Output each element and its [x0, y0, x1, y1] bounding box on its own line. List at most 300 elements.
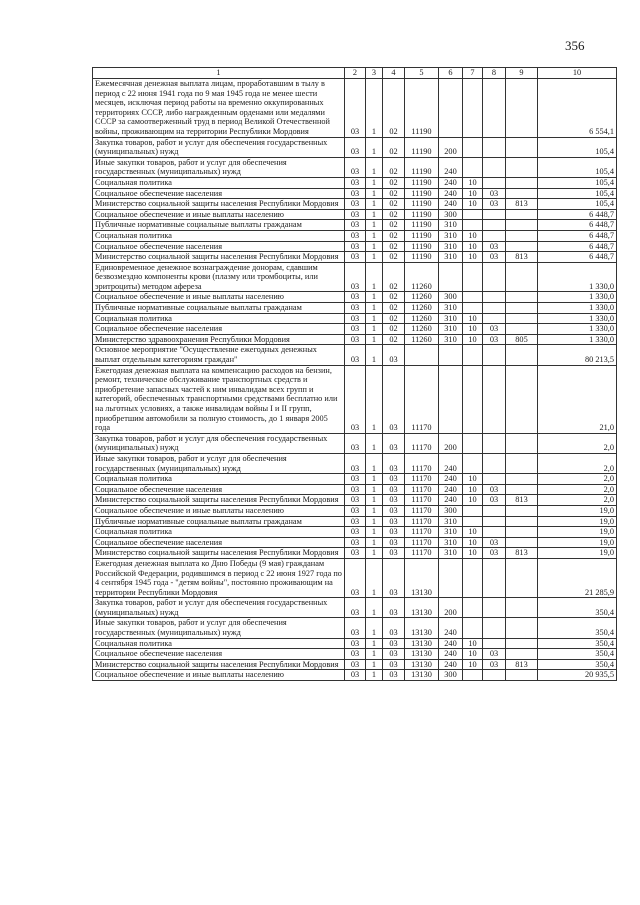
code-cell [439, 262, 463, 292]
code-cell: 03 [345, 157, 366, 177]
table-row [93, 659, 617, 670]
code-cell: 03 [383, 598, 405, 618]
code-cell: 10 [463, 537, 483, 548]
code-cell [483, 453, 506, 473]
table-row [93, 516, 617, 527]
code-cell: 02 [383, 241, 405, 252]
code-cell: 1 [366, 220, 383, 231]
row-name-cell: Министерство здравоохранения Республики Мордовия [93, 334, 345, 345]
code-cell: 03 [345, 177, 366, 188]
code-cell [483, 262, 506, 292]
code-cell: 813 [506, 252, 538, 263]
table-row [93, 527, 617, 538]
code-cell [483, 516, 506, 527]
code-cell: 02 [383, 199, 405, 210]
code-cell [463, 516, 483, 527]
code-cell: 1 [366, 345, 383, 365]
code-cell: 11170 [405, 527, 439, 538]
code-cell [506, 516, 538, 527]
table-row [93, 548, 617, 559]
amount-cell: 105,4 [538, 188, 617, 199]
code-cell: 03 [483, 334, 506, 345]
row-name-cell: Социальное обеспечение населения [93, 649, 345, 660]
code-cell [506, 558, 538, 597]
code-cell: 11260 [405, 303, 439, 314]
code-cell [506, 324, 538, 335]
header-cell: 10 [538, 68, 617, 79]
code-cell: 1 [366, 670, 383, 681]
code-cell [463, 505, 483, 516]
code-cell [506, 474, 538, 485]
amount-cell: 6 448,7 [538, 241, 617, 252]
code-cell: 03 [345, 670, 366, 681]
code-cell: 03 [345, 516, 366, 527]
code-cell [483, 177, 506, 188]
code-cell: 11170 [405, 365, 439, 433]
code-cell: 11170 [405, 516, 439, 527]
code-cell [506, 177, 538, 188]
code-cell: 1 [366, 177, 383, 188]
code-cell: 240 [439, 638, 463, 649]
row-name-cell: Социальное обеспечение населения [93, 188, 345, 199]
code-cell: 13130 [405, 659, 439, 670]
code-cell: 03 [483, 537, 506, 548]
code-cell: 10 [463, 230, 483, 241]
code-cell [483, 292, 506, 303]
code-cell [483, 558, 506, 597]
table-row [93, 474, 617, 485]
amount-cell: 350,4 [538, 638, 617, 649]
code-cell: 11170 [405, 537, 439, 548]
code-cell [506, 527, 538, 538]
code-cell: 11190 [405, 188, 439, 199]
header-row [93, 68, 617, 79]
code-cell: 805 [506, 334, 538, 345]
code-cell: 310 [439, 313, 463, 324]
code-cell [506, 209, 538, 220]
code-cell: 03 [345, 252, 366, 263]
code-cell: 02 [383, 209, 405, 220]
code-cell: 03 [483, 199, 506, 210]
amount-cell: 6 448,7 [538, 209, 617, 220]
amount-cell: 19,0 [538, 527, 617, 538]
amount-cell: 19,0 [538, 548, 617, 559]
table-row [93, 220, 617, 231]
code-cell: 03 [383, 345, 405, 365]
header-cell: 4 [383, 68, 405, 79]
code-cell [506, 537, 538, 548]
table-row [93, 365, 617, 433]
code-cell [483, 433, 506, 453]
code-cell: 1 [366, 638, 383, 649]
row-name-cell: Социальная политика [93, 313, 345, 324]
code-cell: 1 [366, 516, 383, 527]
code-cell [483, 527, 506, 538]
code-cell: 03 [383, 365, 405, 433]
row-name-cell: Министерство социальной защиты населения Республики Мордовия [93, 495, 345, 506]
code-cell: 310 [439, 324, 463, 335]
code-cell: 310 [439, 516, 463, 527]
code-cell: 10 [463, 199, 483, 210]
code-cell: 1 [366, 365, 383, 433]
code-cell: 03 [383, 474, 405, 485]
code-cell [439, 345, 463, 365]
code-cell [463, 220, 483, 231]
code-cell: 03 [345, 598, 366, 618]
code-cell: 240 [439, 453, 463, 473]
row-name-cell: Социальное обеспечение населения [93, 537, 345, 548]
code-cell: 03 [383, 453, 405, 473]
code-cell: 03 [483, 188, 506, 199]
code-cell [506, 188, 538, 199]
code-cell: 03 [383, 659, 405, 670]
table-row [93, 537, 617, 548]
code-cell: 13130 [405, 618, 439, 638]
code-cell: 10 [463, 177, 483, 188]
code-cell [483, 638, 506, 649]
code-cell: 1 [366, 313, 383, 324]
code-cell [506, 230, 538, 241]
header-cell: 1 [93, 68, 345, 79]
code-cell: 02 [383, 252, 405, 263]
table-row [93, 345, 617, 365]
code-cell [483, 220, 506, 231]
row-name-cell: Социальное обеспечение и иные выплаты населению [93, 670, 345, 681]
code-cell: 1 [366, 548, 383, 559]
table-row [93, 303, 617, 314]
code-cell: 1 [366, 188, 383, 199]
code-cell: 240 [439, 484, 463, 495]
code-cell: 03 [345, 638, 366, 649]
code-cell: 03 [345, 618, 366, 638]
code-cell: 11170 [405, 484, 439, 495]
row-name-cell: Иные закупки товаров, работ и услуг для обеспечения государственных (муниципальных) нужд [93, 618, 345, 638]
code-cell [483, 303, 506, 314]
row-name-cell: Закупка товаров, работ и услуг для обеспечения государственных (муниципальных) нужд [93, 598, 345, 618]
code-cell: 03 [383, 505, 405, 516]
row-name-cell: Социальная политика [93, 177, 345, 188]
code-cell: 1 [366, 230, 383, 241]
code-cell [463, 453, 483, 473]
code-cell: 11190 [405, 230, 439, 241]
code-cell: 03 [383, 558, 405, 597]
code-cell: 10 [463, 659, 483, 670]
code-cell: 03 [345, 527, 366, 538]
code-cell: 13130 [405, 558, 439, 597]
table-row [93, 79, 617, 138]
code-cell [439, 558, 463, 597]
code-cell [463, 670, 483, 681]
row-name-cell: Социальное обеспечение населения [93, 324, 345, 335]
code-cell: 02 [383, 157, 405, 177]
code-cell: 03 [345, 230, 366, 241]
row-name-cell: Публичные нормативные социальные выплаты гражданам [93, 516, 345, 527]
row-name-cell: Ежегодная денежная выплата на компенсацию расходов на бензин, ремонт, техническое обслуживание транспортных средств и приобретение запасных частей к ним инвалидам всех групп и категорий, обеспеченных транспортными средствами бесплатно или на льготных условиях, а также инвалидам войны I и II групп, приобретшим автомобили за полную стоимость, до 1 января 2005 года [93, 365, 345, 433]
code-cell [463, 262, 483, 292]
row-name-cell: Социальная политика [93, 638, 345, 649]
code-cell: 03 [345, 365, 366, 433]
code-cell: 200 [439, 598, 463, 618]
row-name-cell: Закупка товаров, работ и услуг для обеспечения государственных (муниципальных) нужд [93, 137, 345, 157]
table-body [93, 79, 617, 681]
code-cell: 10 [463, 649, 483, 660]
row-name-cell: Министерство социальной защиты населения Республики Мордовия [93, 659, 345, 670]
code-cell [483, 157, 506, 177]
code-cell: 11190 [405, 137, 439, 157]
code-cell: 310 [439, 303, 463, 314]
row-name-cell: Социальное обеспечение и иные выплаты населению [93, 292, 345, 303]
code-cell: 11260 [405, 324, 439, 335]
code-cell: 03 [383, 670, 405, 681]
code-cell: 10 [463, 241, 483, 252]
code-cell: 813 [506, 199, 538, 210]
code-cell: 03 [383, 433, 405, 453]
amount-cell: 1 330,0 [538, 292, 617, 303]
code-cell: 03 [345, 313, 366, 324]
code-cell: 1 [366, 527, 383, 538]
code-cell [463, 209, 483, 220]
amount-cell: 19,0 [538, 516, 617, 527]
code-cell: 03 [345, 241, 366, 252]
amount-cell: 1 330,0 [538, 303, 617, 314]
code-cell: 03 [345, 292, 366, 303]
code-cell: 300 [439, 209, 463, 220]
code-cell: 310 [439, 241, 463, 252]
code-cell: 310 [439, 230, 463, 241]
code-cell: 1 [366, 157, 383, 177]
amount-cell: 2,0 [538, 453, 617, 473]
header-cell: 6 [439, 68, 463, 79]
code-cell [463, 303, 483, 314]
code-cell: 10 [463, 548, 483, 559]
table-row [93, 313, 617, 324]
amount-cell: 20 935,5 [538, 670, 617, 681]
code-cell: 03 [345, 474, 366, 485]
code-cell: 1 [366, 433, 383, 453]
row-name-cell: Социальное обеспечение и иные выплаты населению [93, 505, 345, 516]
code-cell: 10 [463, 527, 483, 538]
code-cell: 02 [383, 137, 405, 157]
code-cell: 11260 [405, 292, 439, 303]
code-cell: 240 [439, 649, 463, 660]
code-cell: 1 [366, 484, 383, 495]
code-cell [463, 137, 483, 157]
code-cell [506, 453, 538, 473]
amount-cell: 2,0 [538, 433, 617, 453]
amount-cell: 350,4 [538, 649, 617, 660]
code-cell: 310 [439, 220, 463, 231]
code-cell [483, 505, 506, 516]
code-cell: 11170 [405, 505, 439, 516]
code-cell: 1 [366, 558, 383, 597]
code-cell: 03 [383, 649, 405, 660]
code-cell: 1 [366, 303, 383, 314]
code-cell: 03 [345, 495, 366, 506]
code-cell: 240 [439, 495, 463, 506]
table-row [93, 505, 617, 516]
code-cell: 1 [366, 474, 383, 485]
code-cell: 1 [366, 618, 383, 638]
header-cell: 8 [483, 68, 506, 79]
code-cell [506, 505, 538, 516]
amount-cell: 105,4 [538, 199, 617, 210]
code-cell: 1 [366, 505, 383, 516]
header-cell: 9 [506, 68, 538, 79]
code-cell: 1 [366, 209, 383, 220]
row-name-cell: Основное мероприятие "Осуществление ежегодных денежных выплат отдельным категориям граждан" [93, 345, 345, 365]
page-number: 356 [565, 38, 585, 53]
code-cell: 1 [366, 252, 383, 263]
amount-cell: 105,4 [538, 177, 617, 188]
code-cell: 240 [439, 157, 463, 177]
code-cell: 1 [366, 199, 383, 210]
code-cell [506, 670, 538, 681]
code-cell: 02 [383, 262, 405, 292]
code-cell: 02 [383, 230, 405, 241]
amount-cell: 19,0 [538, 505, 617, 516]
code-cell [506, 303, 538, 314]
code-cell: 03 [483, 649, 506, 660]
row-name-cell: Социальная политика [93, 474, 345, 485]
code-cell: 310 [439, 537, 463, 548]
code-cell: 11170 [405, 453, 439, 473]
code-cell: 1 [366, 598, 383, 618]
code-cell: 11190 [405, 199, 439, 210]
table-row [93, 324, 617, 335]
row-name-cell: Социальное обеспечение населения [93, 484, 345, 495]
code-cell: 11190 [405, 252, 439, 263]
row-name-cell: Социальная политика [93, 527, 345, 538]
code-cell: 03 [383, 618, 405, 638]
code-cell: 02 [383, 303, 405, 314]
code-cell [506, 649, 538, 660]
table-row [93, 188, 617, 199]
table-row [93, 334, 617, 345]
budget-table [92, 67, 617, 681]
code-cell: 03 [345, 324, 366, 335]
code-cell: 10 [463, 495, 483, 506]
code-cell: 03 [345, 345, 366, 365]
code-cell: 11260 [405, 262, 439, 292]
code-cell: 03 [345, 505, 366, 516]
amount-cell: 350,4 [538, 618, 617, 638]
code-cell: 03 [345, 79, 366, 138]
code-cell: 200 [439, 433, 463, 453]
row-name-cell: Социальная политика [93, 230, 345, 241]
code-cell: 03 [345, 188, 366, 199]
code-cell: 13130 [405, 670, 439, 681]
amount-cell: 6 448,7 [538, 220, 617, 231]
code-cell: 11170 [405, 433, 439, 453]
row-name-cell: Министерство социальной защиты населения Республики Мордовия [93, 199, 345, 210]
code-cell [463, 618, 483, 638]
code-cell: 310 [439, 334, 463, 345]
code-cell: 10 [463, 474, 483, 485]
row-name-cell: Единовременное денежное вознаграждение донорам, сдавшим безвозмездно компоненты крови (плазму или тромбоциты, или эритроциты) методом афереза [93, 262, 345, 292]
row-name-cell: Социальное обеспечение населения [93, 241, 345, 252]
amount-cell: 1 330,0 [538, 334, 617, 345]
code-cell: 11190 [405, 220, 439, 231]
code-cell: 240 [439, 659, 463, 670]
row-name-cell: Иные закупки товаров, работ и услуг для обеспечения государственных (муниципальных) нужд [93, 453, 345, 473]
code-cell: 1 [366, 659, 383, 670]
amount-cell: 2,0 [538, 495, 617, 506]
code-cell: 02 [383, 292, 405, 303]
code-cell [506, 220, 538, 231]
code-cell: 300 [439, 292, 463, 303]
table-row [93, 453, 617, 473]
code-cell: 1 [366, 537, 383, 548]
code-cell: 03 [383, 537, 405, 548]
code-cell: 03 [345, 334, 366, 345]
code-cell: 03 [345, 537, 366, 548]
code-cell [506, 365, 538, 433]
code-cell: 10 [463, 484, 483, 495]
table-row [93, 495, 617, 506]
code-cell [405, 345, 439, 365]
code-cell [463, 292, 483, 303]
code-cell: 02 [383, 79, 405, 138]
code-cell: 10 [463, 188, 483, 199]
table-row [93, 137, 617, 157]
amount-cell: 105,4 [538, 137, 617, 157]
code-cell: 03 [345, 558, 366, 597]
code-cell [463, 157, 483, 177]
table-row [93, 638, 617, 649]
code-cell [506, 241, 538, 252]
code-cell: 03 [345, 209, 366, 220]
header-cell: 2 [345, 68, 366, 79]
code-cell: 240 [439, 199, 463, 210]
code-cell [463, 345, 483, 365]
code-cell: 1 [366, 292, 383, 303]
code-cell [506, 598, 538, 618]
code-cell: 11170 [405, 495, 439, 506]
code-cell: 10 [463, 324, 483, 335]
table-row [93, 558, 617, 597]
code-cell [463, 365, 483, 433]
amount-cell: 6 554,1 [538, 79, 617, 138]
code-cell: 03 [345, 548, 366, 559]
code-cell [463, 433, 483, 453]
amount-cell: 2,0 [538, 474, 617, 485]
code-cell: 1 [366, 324, 383, 335]
code-cell: 03 [345, 199, 366, 210]
table-row [93, 670, 617, 681]
code-cell: 03 [483, 659, 506, 670]
code-cell: 11260 [405, 334, 439, 345]
code-cell: 03 [345, 659, 366, 670]
code-cell: 813 [506, 495, 538, 506]
code-cell [506, 292, 538, 303]
row-name-cell: Ежегодная денежная выплата ко Дню Победы (9 мая) гражданам Российской Федерации, родившимся в период с 22 июня 1927 года по 4 сентября 1945 года - "детям войны", постоянно проживающим на территории Республики Мордовия [93, 558, 345, 597]
code-cell: 02 [383, 177, 405, 188]
code-cell [463, 79, 483, 138]
code-cell [506, 157, 538, 177]
row-name-cell: Закупка товаров, работ и услуг для обеспечения государственных (муниципальных) нужд [93, 433, 345, 453]
code-cell: 02 [383, 324, 405, 335]
code-cell [463, 598, 483, 618]
code-cell: 11170 [405, 548, 439, 559]
code-cell [483, 670, 506, 681]
code-cell: 240 [439, 177, 463, 188]
code-cell: 300 [439, 670, 463, 681]
table-row [93, 252, 617, 263]
amount-cell: 1 330,0 [538, 262, 617, 292]
code-cell: 03 [383, 527, 405, 538]
code-cell [483, 474, 506, 485]
table-row [93, 484, 617, 495]
